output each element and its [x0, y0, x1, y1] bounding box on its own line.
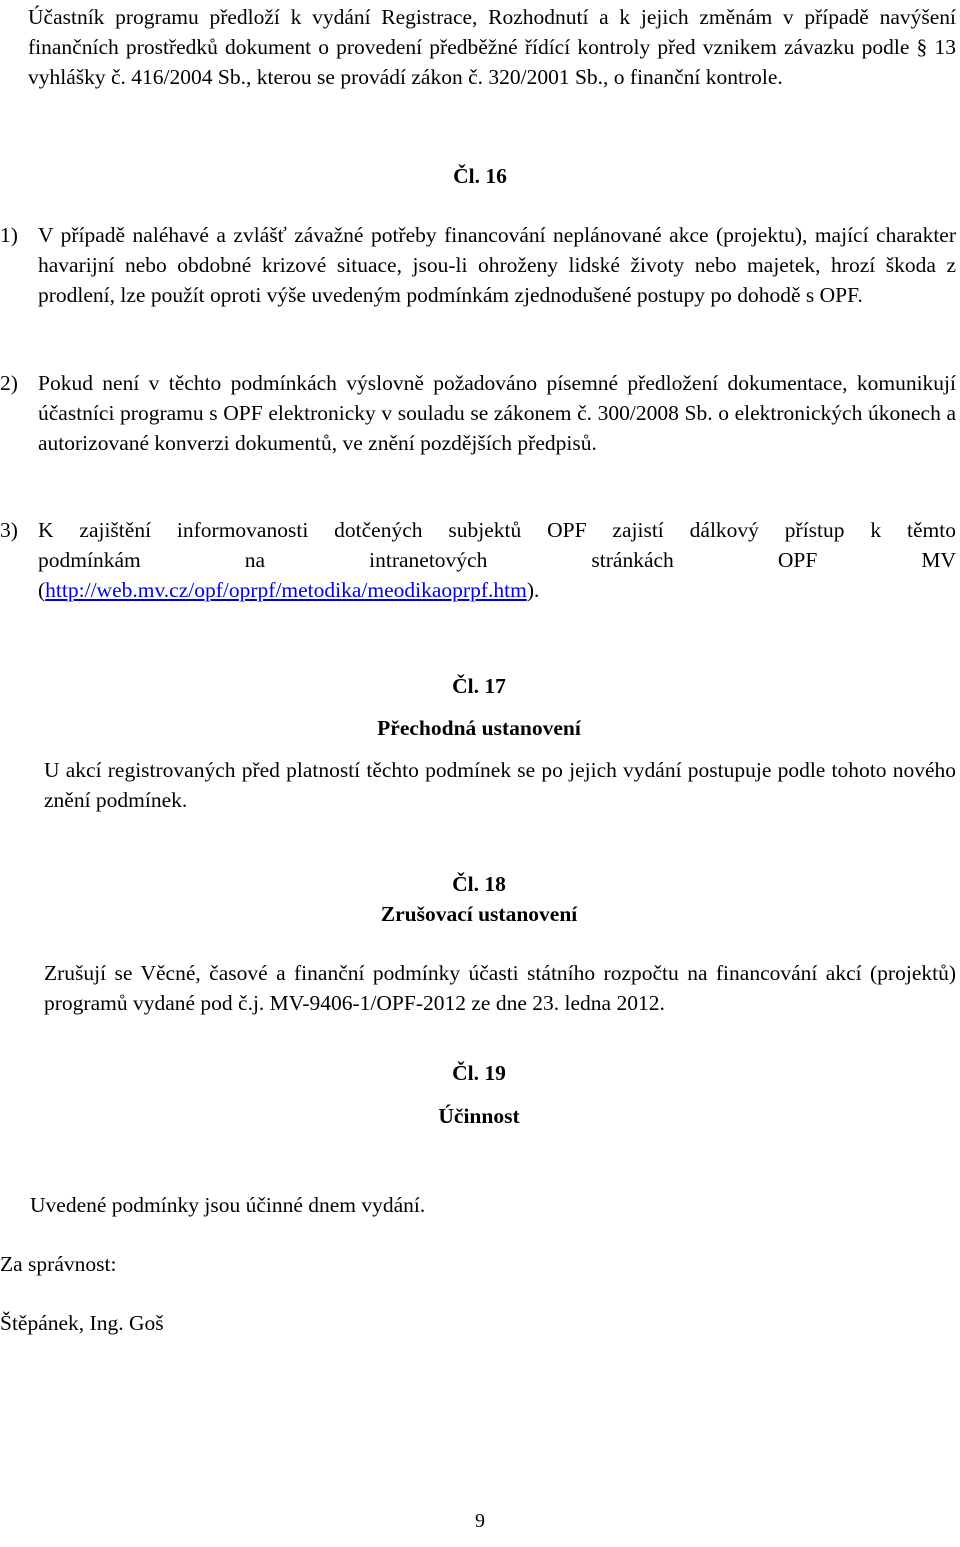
- article-17-text: U akcí registrovaných před platností těchto podmínek se po jejich vydání postupuje podle tohoto nového znění podmínek.: [44, 758, 956, 812]
- article-19-title: Účinnost: [438, 1104, 520, 1128]
- item-1-number: 1): [0, 223, 18, 247]
- link-open-paren: (: [38, 578, 46, 602]
- article-16-heading: Čl. 16: [453, 164, 507, 188]
- intro-paragraph: Účastník programu předloží k vydání Registrace, Rozhodnutí a k jejich změnám v případě navýšení finančních prostředků dokument o provedení předběžné řídící kontroly před vznikem závazku podle § 13 vyhlášky č. 416/2004 Sb., kterou se provádí zákon č. 320/2001 Sb., o finanční kontrole.: [28, 5, 956, 89]
- article-19-text: Uvedené podmínky jsou účinné dnem vydání.: [30, 1193, 426, 1217]
- item-3-number: 3): [0, 518, 18, 542]
- item-1-text: V případě naléhavé a zvlášť závažné potřeby financování neplánované akce (projektu), mající charakter havarijní nebo obdobné krizové situace, jsou-li ohroženy lidské životy nebo majetek, hrozí škoda z prodlení, lze použít oproti výše uvedeným podmínkám zjednodušené postupy po dohodě s OPF.: [38, 223, 956, 307]
- article-18-title: Zrušovací ustanovení: [380, 902, 578, 926]
- signature-name: Štěpánek, Ing. Goš: [0, 1311, 164, 1335]
- item-2-text: Pokud není v těchto podmínkách výslovně požadováno písemné předložení dokumentace, komunikují účastníci programu s OPF elektronicky v souladu se zákonem č. 300/2008 Sb. o elektronických úkonech a autorizované konverzi dokumentů, ve znění pozdějších předpisů.: [38, 371, 956, 455]
- za-spravnost-label: Za správnost:: [0, 1252, 117, 1276]
- page-number: 9: [475, 1510, 485, 1532]
- item-3-body: [38, 515, 956, 605]
- item-3-line-2: podmínkám na intranetových stránkách OPF MV: [38, 548, 956, 572]
- article-19-heading: Čl. 19: [452, 1061, 506, 1085]
- article-17-title: Přechodná ustanovení: [377, 716, 581, 740]
- link-close-paren: ).: [526, 578, 540, 602]
- item-3-line-1: K zajištění informovanosti dotčených subjektů OPF zajistí dálkový přístup k těmto: [38, 518, 956, 542]
- article-18-heading: Čl. 18: [452, 872, 506, 896]
- item-3-line-3: [38, 575, 956, 605]
- metodika-link[interactable]: http://web.mv.cz/opf/oprpf/metodika/meodikaoprpf.htm: [45, 578, 527, 602]
- article-17-heading: Čl. 17: [452, 674, 506, 698]
- article-18-text: Zrušují se Věcné, časové a finanční podmínky účasti státního rozpočtu na financování akcí (projektů) programů vydané pod č.j. MV-9406-1/OPF-2012 ze dne 23. ledna 2012.: [44, 961, 956, 1015]
- item-2-number: 2): [0, 371, 18, 395]
